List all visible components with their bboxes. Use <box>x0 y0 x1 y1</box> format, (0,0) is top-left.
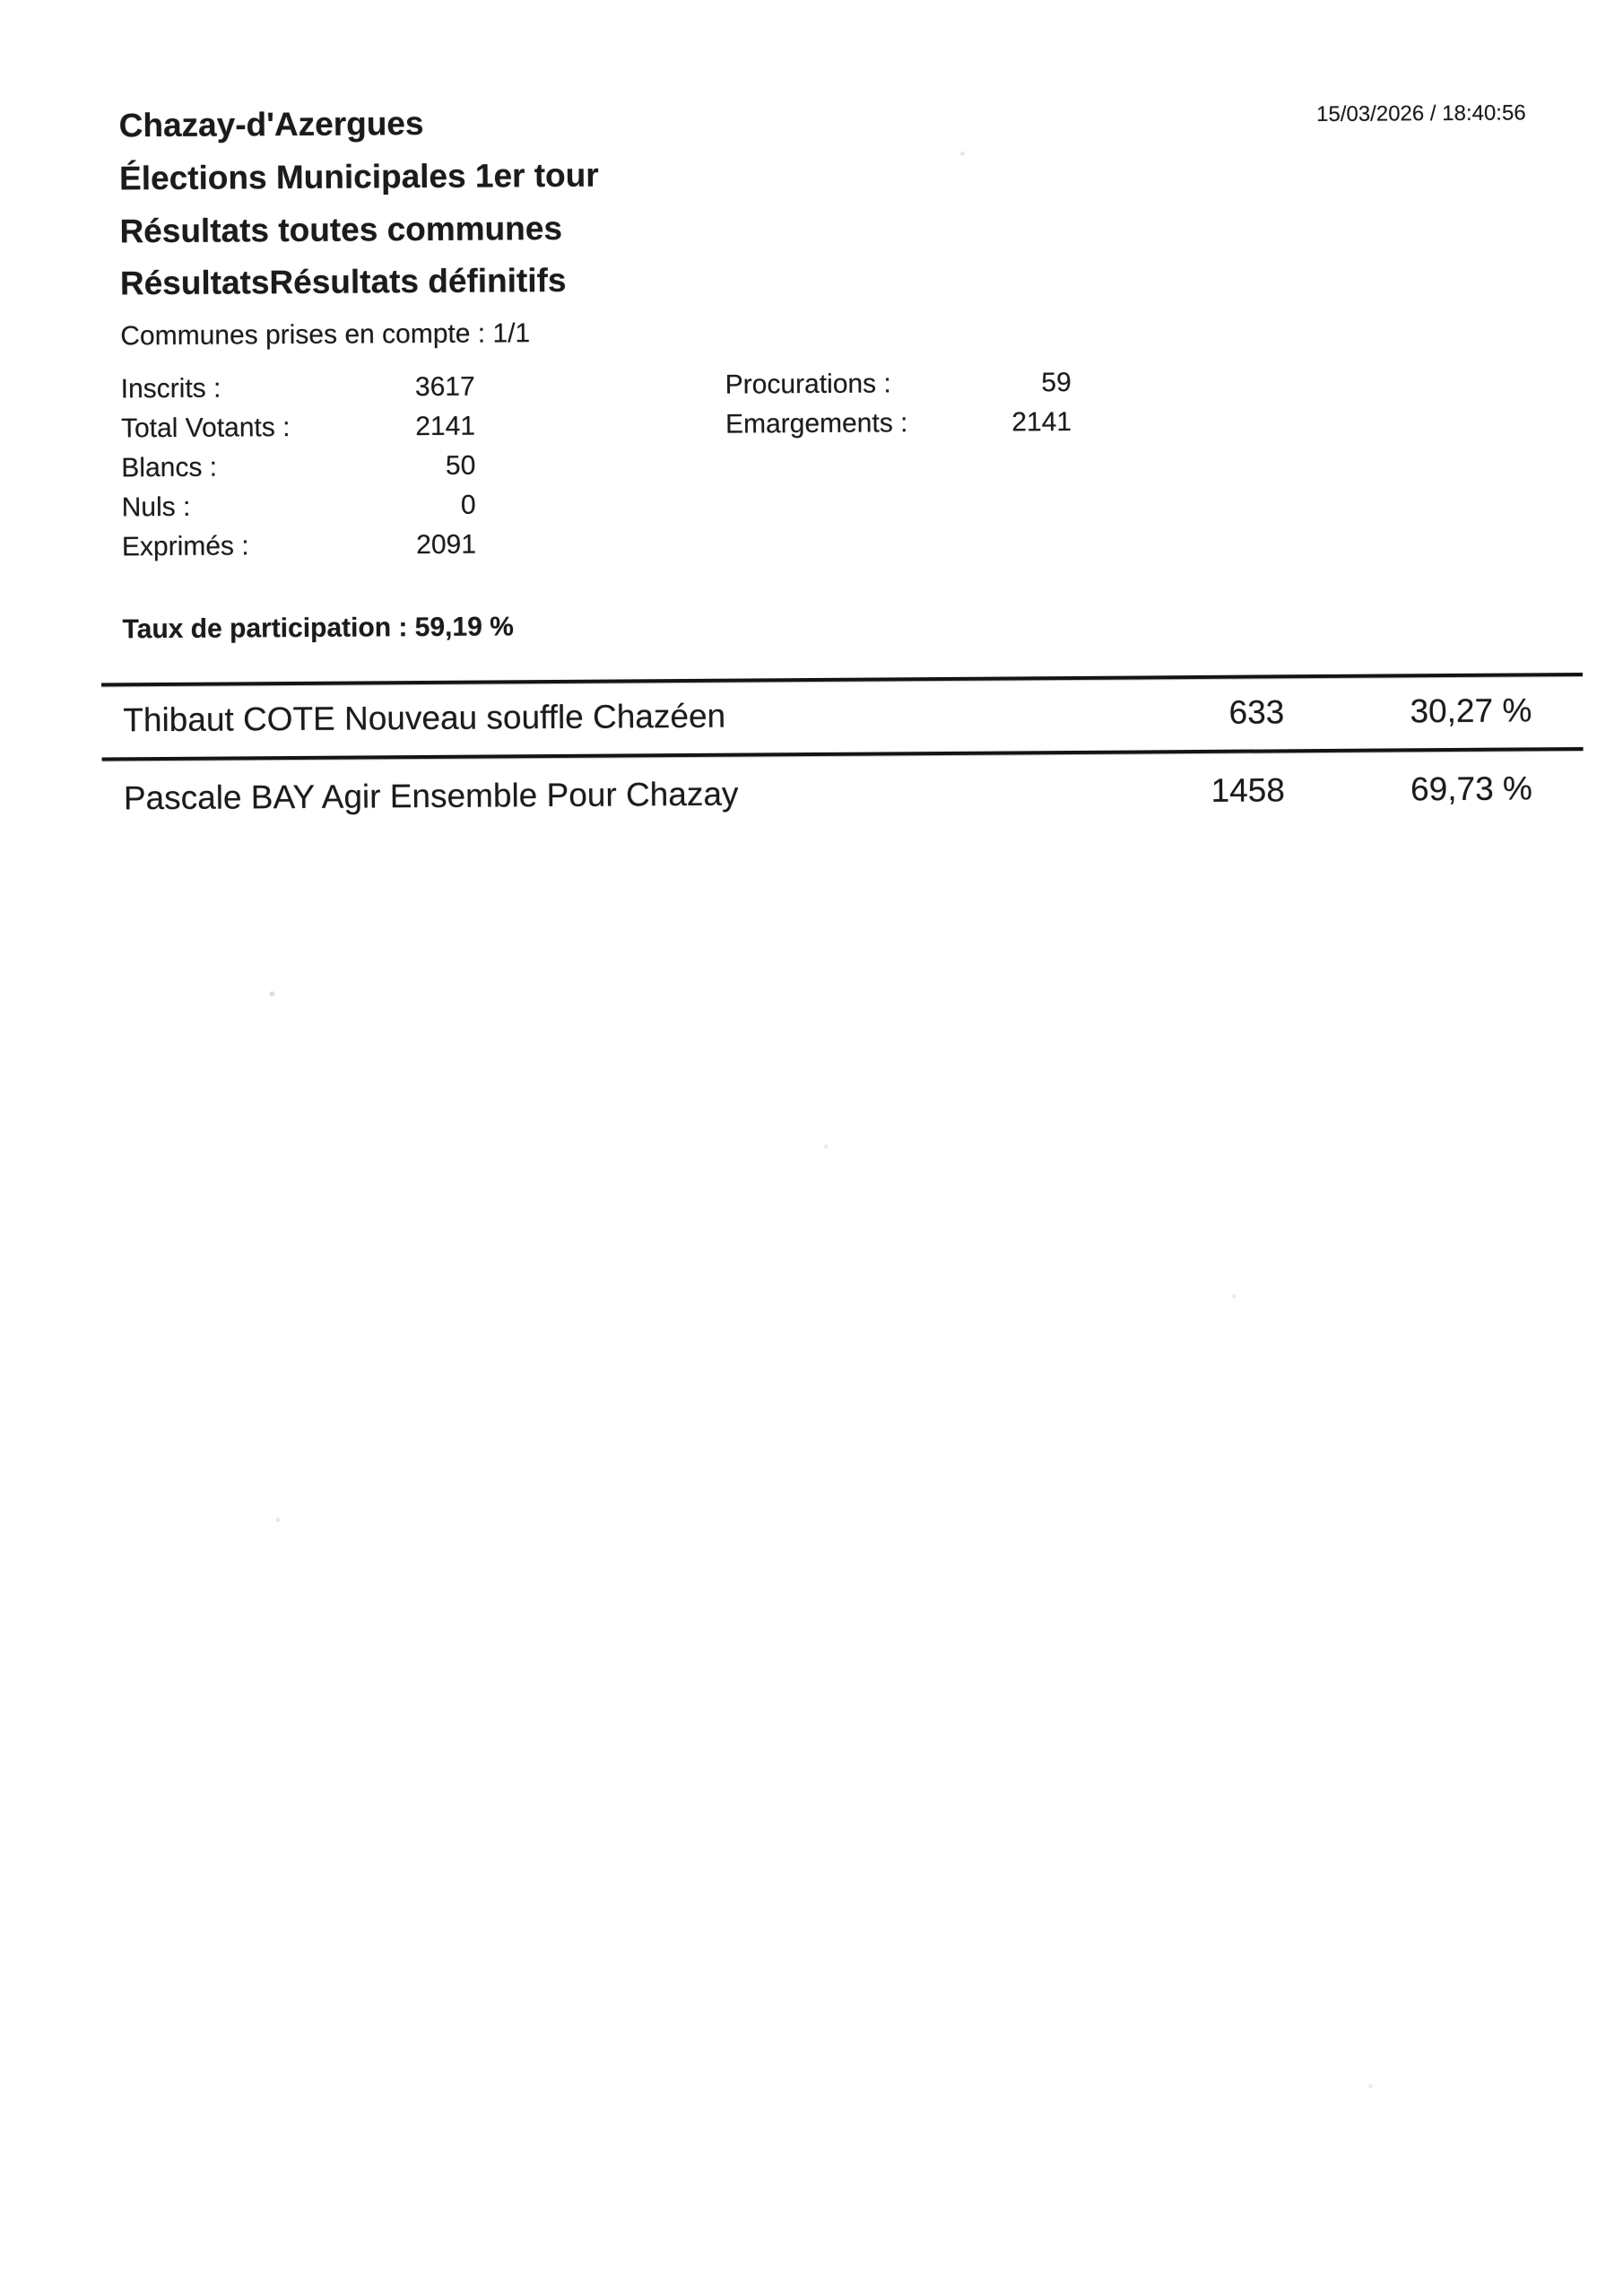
stat-value: 2141 <box>1011 406 1072 438</box>
scan-speck <box>960 152 965 156</box>
stat-row-emargements <box>725 406 1072 441</box>
stat-label: Inscrits : <box>120 373 221 404</box>
stat-row-inscrits <box>121 371 475 406</box>
stat-row-procurations <box>725 367 1072 402</box>
stat-row-exprimes <box>122 529 476 564</box>
stat-value: 2141 <box>415 411 476 442</box>
print-timestamp: 15/03/2026 / 18:40:56 <box>1315 100 1526 127</box>
stat-value: 0 <box>460 490 476 520</box>
stat-label: Exprimés : <box>121 531 249 562</box>
participation-rate-line: Taux de participation : 59,19 % <box>122 612 514 645</box>
stat-value: 2091 <box>416 529 477 561</box>
results-scope-heading: Résultats toutes communes <box>119 209 563 250</box>
stat-row-total-votants <box>121 411 475 446</box>
stat-label: Emargements : <box>725 408 908 439</box>
candidate-votes: 1458 <box>1211 771 1286 809</box>
candidate-votes: 633 <box>1228 693 1285 731</box>
results-table-rule-middle <box>102 747 1584 761</box>
scan-speck <box>269 991 274 996</box>
results-status-heading: RésultatsRésultats définitifs <box>119 261 567 302</box>
candidate-name: Pascale BAY Agir Ensemble Pour Chazay <box>123 775 739 817</box>
stat-row-blancs <box>121 450 475 485</box>
stat-label: Blancs : <box>121 452 218 483</box>
stat-label: Total Votants : <box>120 413 291 444</box>
scan-speck <box>824 1144 829 1149</box>
candidate-name: Thibaut COTE Nouveau souffle Chazéen <box>123 697 726 739</box>
results-table-rule-top <box>101 673 1583 687</box>
stat-row-nuls <box>122 490 476 525</box>
scan-speck <box>1368 2084 1373 2089</box>
candidate-percent: 69,73 % <box>1410 770 1533 808</box>
communes-counted-line: Communes prises en compte : 1/1 <box>120 318 531 352</box>
stat-value: 3617 <box>414 371 475 403</box>
stat-label: Procurations : <box>725 369 891 400</box>
scan-speck <box>276 1518 281 1522</box>
election-title: Élections Municipales 1er tour <box>118 156 599 197</box>
commune-title: Chazay-d'Azergues <box>118 105 424 144</box>
stat-value: 59 <box>1041 367 1072 398</box>
scan-speck <box>1232 1294 1237 1299</box>
candidate-percent: 30,27 % <box>1410 691 1532 730</box>
stat-label: Nuls : <box>121 491 191 523</box>
stat-value: 50 <box>445 450 476 481</box>
